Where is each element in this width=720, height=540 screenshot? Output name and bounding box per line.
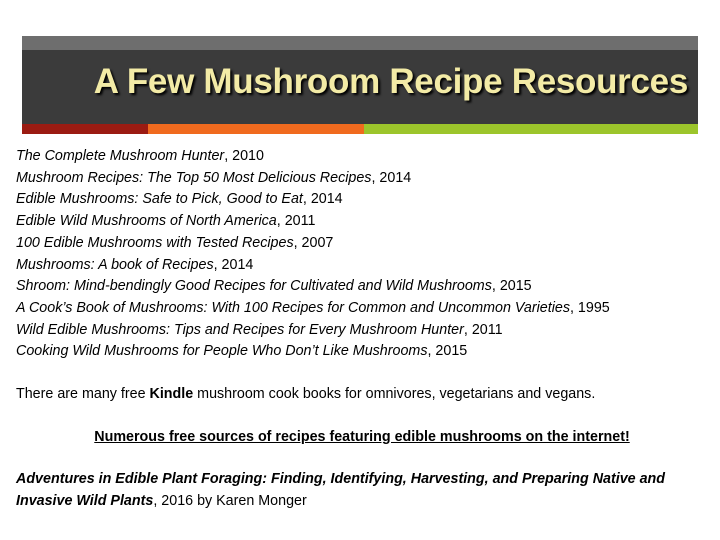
kindle-note: [16, 384, 708, 406]
book-item: [16, 276, 708, 298]
book-title: Cooking Wild Mushrooms for People Who Don’t Like Mushrooms: [16, 343, 428, 360]
book-title: Edible Wild Mushrooms of North America: [16, 213, 277, 230]
book-title: A Cook’s Book of Mushrooms: With 100 Recipes for Common and Uncommon Varieties: [16, 299, 570, 316]
book-title: The Complete Mushroom Hunter: [16, 148, 225, 164]
book-year: , 2015: [427, 343, 468, 360]
book-title: 100 Edible Mushrooms with Tested Recipes: [16, 234, 294, 251]
book-year: , 2014: [371, 169, 412, 186]
book-year: , 2007: [293, 234, 334, 251]
header-top-strip: [22, 36, 698, 50]
book-title: Shroom: Mind-bendingly Good Recipes for Cultivated and Wild Mushrooms: [16, 278, 492, 295]
internet-sources-note: Numerous free sources of recipes featuring edible mushrooms on the internet!: [94, 428, 630, 445]
slide-header: [22, 50, 698, 124]
slide-title: A Few Mushroom Recipe Resources: [93, 62, 688, 101]
book-title: Wild Edible Mushrooms: Tips and Recipes for Every Mushroom Hunter: [16, 321, 464, 338]
book-item: [16, 189, 708, 211]
accent-bar-orange: [148, 124, 364, 134]
featured-book-info: , 2016 by Karen Monger: [153, 493, 307, 510]
book-year: , 2010: [224, 148, 264, 164]
spacer: [16, 448, 708, 469]
book-title: Mushrooms: A book of Recipes: [16, 256, 214, 273]
kindle-note-before: There are many free: [16, 386, 150, 403]
accent-bar-green: [364, 124, 698, 134]
book-item: [16, 233, 708, 255]
book-item: [16, 341, 708, 363]
book-item: [16, 211, 708, 233]
book-title: Edible Mushrooms: Safe to Pick, Good to Eat: [16, 191, 303, 208]
book-year: , 2014: [302, 191, 343, 208]
book-item: [16, 168, 708, 190]
book-item: [16, 298, 708, 320]
book-year: , 2011: [463, 321, 503, 338]
kindle-note-after: mushroom cook books for omnivores, vegetarians and vegans.: [193, 386, 596, 403]
book-year: , 2014: [213, 256, 254, 273]
book-item: [16, 146, 708, 168]
book-year: , 2015: [491, 278, 532, 295]
book-year: , 1995: [569, 299, 610, 316]
slide-content: [16, 146, 708, 513]
book-title: Mushroom Recipes: The Top 50 Most Delicious Recipes: [16, 169, 372, 186]
book-item: [16, 320, 708, 342]
accent-bar-red: [22, 124, 148, 134]
spacer: [16, 406, 708, 427]
featured-book: [16, 469, 708, 512]
spacer: [16, 363, 708, 384]
book-year: , 2011: [276, 213, 316, 230]
kindle-note-bold: Kindle: [149, 386, 194, 403]
featured-book-title: Adventures in Edible Plant Foraging: Finding, Identifying, Harvesting, and Preparing Native and Invasive Wild Plants: [16, 471, 665, 510]
book-item: [16, 255, 708, 277]
